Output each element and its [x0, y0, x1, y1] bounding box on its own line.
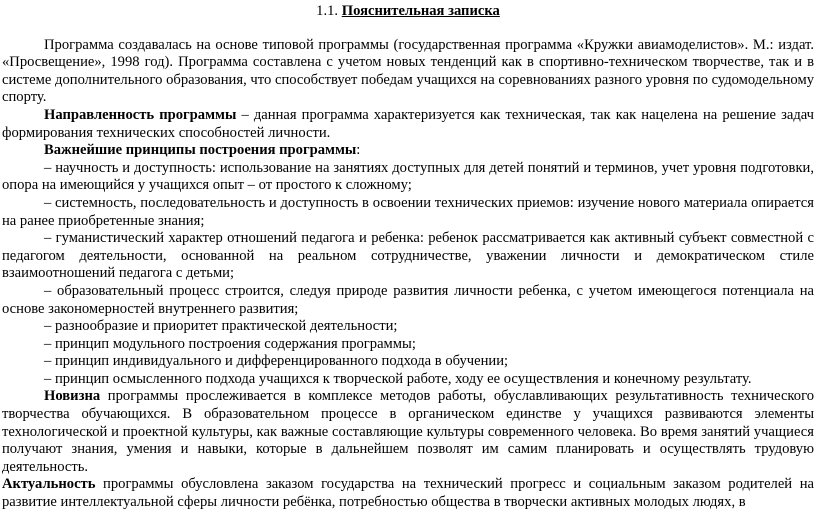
principles-label: Важнейшие принципы построения программы	[44, 142, 357, 159]
novelty-paragraph	[2, 388, 814, 476]
principle-item: – принцип индивидуального и дифференцированного подхода в обучении;	[44, 353, 509, 370]
principles-heading	[2, 142, 814, 160]
section-title: Пояснительная записка	[341, 3, 500, 19]
document-page	[0, 3, 816, 511]
section-number: 1.1.	[316, 3, 339, 19]
relevance-text: программы обусловлена заказом государства на технический прогресс и социальным заказом родителей на развитие интеллектуальной сферы личности ребёнка, потребностью общества в творчески активных молодых людях, в	[2, 476, 814, 511]
principles-colon: :	[356, 142, 361, 159]
principle-item: – системность, последовательность и доступность в освоении технических приемов: изучение нового материала опирается на ранее приобретенные знания;	[2, 194, 814, 229]
principle-item: – принцип модульного построения содержания программы;	[44, 335, 416, 352]
novelty-label: Новизна	[44, 388, 101, 405]
principle-item: – гуманистический характер отношений педагога и ребенка: ребенок рассматривается как активный субъект совместной с педагогом деятельности, основанной на реальном сотрудничестве, уважении личности и демократическом стиле взаимоотношений педагога с детьми;	[2, 230, 814, 282]
direction-paragraph	[2, 107, 814, 142]
intro-paragraph: Программа создавалась на основе типовой программы (государственная программа «Кружки авиамоделистов». М.: издат. «Просвещение», 1998 год). Программа составлена с учетом новых тенденций как в спортивно-техническом творчестве, так и в системе дополнительного образования, что способствует победам учащихся на соревнованиях разного уровня по судомодельному спорту.	[2, 36, 814, 106]
principle-item: – принцип осмысленного подхода учащихся к творческой работе, ходу ее осуществления и конечному результату.	[44, 370, 752, 387]
relevance-paragraph	[2, 476, 814, 511]
relevance-label: Актуальность	[2, 476, 96, 493]
principle-item: – разнообразие и приоритет практической деятельности;	[44, 318, 398, 335]
section-heading	[2, 3, 814, 21]
direction-label: Направленность программы	[44, 106, 237, 123]
novelty-text: программы прослеживается в комплексе методов работы, обуславливающих результативность технического творчества обучающихся. В образовательном процессе в органическом единстве у учащихся развиваются элементы технологической и проектной культуры, как важные составляющие культуры современного человека. Во время занятий учащиеся получают знания, умения и навыки, которые в дальнейшем позволят им самим планировать и осуществлять трудовую деятельность.	[2, 388, 814, 475]
principle-item: – научность и доступность: использование на занятиях доступных для детей понятий и терминов, учет уровня подготовки, опора на имеющийся у учащихся опыт – от простого к сложному;	[2, 159, 814, 194]
direction-text: – данная программа характеризуется как техническая, так как нацелена на решение задач формирования технических способностей личности.	[2, 106, 814, 141]
principle-item: – образовательный процесс строится, следуя природе развития личности ребенка, с учетом имеющегося потенциала на основе закономерностей внутреннего развития;	[2, 282, 814, 317]
